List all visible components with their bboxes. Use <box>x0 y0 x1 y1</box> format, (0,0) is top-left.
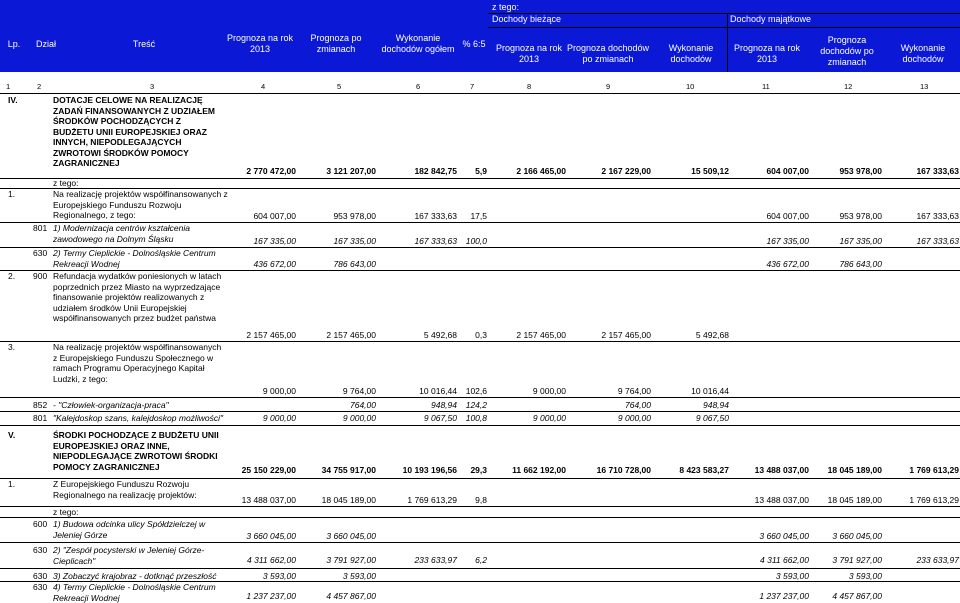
value-m-prognoza-po-zmianach: 953 978,00 <box>839 166 882 176</box>
row-lp: 1. <box>8 189 16 199</box>
value-b-wykonanie: 948,94 <box>703 400 729 410</box>
value-b-prognoza-po-zmianach: 9 764,00 <box>617 386 651 396</box>
value-wykonanie: 10 193 196,56 <box>402 465 457 475</box>
value-m-prognoza-po-zmianach: 953 978,00 <box>839 211 882 221</box>
value-m-prognoza-2013: 3 660 045,00 <box>759 531 809 541</box>
row-title: Z Europejskiego Funduszu Rozwoju Regionalnego na realizację projektów: <box>53 479 197 500</box>
section-title: DOTACJE CELOWE NA REALIZACJĘ ZADAŃ FINANSOWANYCH Z UDZIAŁEM ŚRODKÓW POCHODZĄCYCH Z BUDŻETU UNII EUROPEJSKIEJ ORAZ INNYCH, NIEPODLEGAJĄCYCH ZWROTOWI ŚRODKÓW POMOCY ZAGRANICZNEJ <box>53 95 215 168</box>
value-m-wykonanie: 167 333,63 <box>916 236 959 246</box>
row-title: - "Człowiek-organizacja-praca" <box>53 400 169 410</box>
value-prognoza-po-zmianach: 9 764,00 <box>342 386 376 396</box>
row-title: 2) "Zespół pocysterski w Jeleniej Górze-Cieplicach" <box>53 545 205 566</box>
value-wykonanie: 233 633,97 <box>414 555 457 565</box>
row-title: Refundacja wydatków poniesionych w latach poprzednich przez Miasto na wyprzedzające finansowanie projektów realizowanych z udziałem środków Unii Europejskiej współfinansowanych przez budżet państwa <box>53 271 222 323</box>
column-number: 3 <box>150 82 155 91</box>
table-rule <box>0 178 960 179</box>
value-b-wykonanie: 5 492,68 <box>695 330 729 340</box>
column-number: 9 <box>606 82 611 91</box>
value-wykonanie: 948,94 <box>431 400 457 410</box>
header-column-divider <box>727 14 728 72</box>
column-number: 1 <box>6 82 11 91</box>
column-number: 8 <box>527 82 532 91</box>
value-prognoza-po-zmianach: 167 335,00 <box>333 236 376 246</box>
column-number: 7 <box>470 82 475 91</box>
column-number: 4 <box>261 82 266 91</box>
value-percent: 124,2 <box>465 400 487 410</box>
value-m-prognoza-po-zmianach: 167 335,00 <box>839 236 882 246</box>
value-prognoza-2013: 9 000,00 <box>262 413 296 423</box>
table-rule <box>0 506 960 507</box>
value-b-prognoza-2013: 11 662 192,00 <box>512 465 566 475</box>
z-tego-label: z tego: <box>53 507 79 517</box>
value-m-prognoza-po-zmianach: 786 643,00 <box>839 259 882 269</box>
value-m-wykonanie: 167 333,63 <box>916 211 959 221</box>
value-b-wykonanie: 10 016,44 <box>691 386 729 396</box>
col-b-prognoza-po-zmianach: Prognoza dochodów po zmianach <box>566 43 650 64</box>
value-m-prognoza-2013: 3 593,00 <box>775 571 809 581</box>
value-prognoza-2013: 2 770 472,00 <box>246 166 296 176</box>
col-dzial: Dział <box>35 38 56 49</box>
row-title: Na realizację projektów współfinansowanych z Europejskiego Funduszu Rozwoju Regionalnego, z tego: <box>53 189 228 220</box>
value-m-wykonanie: 1 769 613,29 <box>909 465 959 475</box>
row-dzial: 630 <box>33 571 48 581</box>
table-rule <box>0 542 960 543</box>
value-prognoza-po-zmianach: 3 121 207,00 <box>326 166 376 176</box>
value-b-prognoza-2013: 2 166 465,00 <box>516 166 566 176</box>
col-b-wykonanie: Wykonanie dochodów <box>668 43 714 64</box>
col-wykonanie-ogolem: Wykonanie dochodów ogółem <box>381 33 455 54</box>
row-dzial: 801 <box>33 223 48 233</box>
row-lp: 3. <box>8 342 16 352</box>
header-divider <box>488 13 960 14</box>
col-m-prognoza-po-zmianach: Prognoza dochodów po zmianach <box>820 34 874 67</box>
col-m-prognoza-2013: Prognoza na rok 2013 <box>733 43 801 64</box>
value-m-wykonanie: 1 769 613,29 <box>909 495 959 505</box>
row-dzial: 630 <box>33 582 48 592</box>
col-lp: Lp. <box>7 38 21 49</box>
value-m-prognoza-2013: 13 488 037,00 <box>754 465 809 475</box>
column-number: 6 <box>416 82 421 91</box>
value-percent: 5,9 <box>475 166 487 176</box>
value-m-prognoza-2013: 167 335,00 <box>766 236 809 246</box>
table-rule <box>0 397 960 398</box>
table-rule <box>0 411 960 412</box>
value-wykonanie: 167 333,63 <box>414 211 457 221</box>
value-b-prognoza-po-zmianach: 2 157 465,00 <box>601 330 651 340</box>
col-tresc: Treść <box>132 38 156 49</box>
value-prognoza-po-zmianach: 9 000,00 <box>342 413 376 423</box>
value-wykonanie: 182 842,75 <box>414 166 457 176</box>
value-prognoza-po-zmianach: 34 755 917,00 <box>321 465 376 475</box>
value-b-prognoza-po-zmianach: 9 000,00 <box>617 413 651 423</box>
column-number: 2 <box>37 82 42 91</box>
col-prognoza-po-zmianach: Prognoza po zmianach <box>310 33 362 54</box>
value-prognoza-2013: 2 157 465,00 <box>246 330 296 340</box>
value-m-prognoza-po-zmianach: 4 457 867,00 <box>832 591 882 601</box>
value-b-prognoza-po-zmianach: 16 710 728,00 <box>596 465 651 475</box>
value-wykonanie: 167 333,63 <box>414 236 457 246</box>
value-prognoza-po-zmianach: 3 660 045,00 <box>326 531 376 541</box>
value-prognoza-po-zmianach: 4 457 867,00 <box>326 591 376 601</box>
value-prognoza-2013: 13 488 037,00 <box>241 495 296 505</box>
value-prognoza-po-zmianach: 786 643,00 <box>333 259 376 269</box>
value-percent: 0,3 <box>475 330 487 340</box>
value-prognoza-2013: 4 311 662,00 <box>247 555 296 565</box>
column-numbers-row <box>0 82 960 93</box>
value-prognoza-2013: 167 335,00 <box>253 236 296 246</box>
row-title: 4) Termy Cieplickie - Dolnośląskie Centrum Rekreacji Wodnej <box>53 582 216 603</box>
value-m-prognoza-po-zmianach: 18 045 189,00 <box>827 495 882 505</box>
value-b-prognoza-po-zmianach: 764,00 <box>625 400 651 410</box>
value-b-prognoza-2013: 9 000,00 <box>532 413 566 423</box>
value-wykonanie: 1 769 613,29 <box>407 495 457 505</box>
col-prognoza-2013: Prognoza na rok 2013 <box>226 33 294 54</box>
value-m-prognoza-2013: 1 237 237,00 <box>759 591 809 601</box>
value-wykonanie: 10 016,44 <box>419 386 457 396</box>
value-prognoza-po-zmianach: 3 791 927,00 <box>326 555 376 565</box>
row-title: 1) Modernizacja centrów kształcenia zawodowego na Dolnym Śląsku <box>53 223 191 244</box>
value-prognoza-po-zmianach: 2 157 465,00 <box>326 330 376 340</box>
value-prognoza-po-zmianach: 18 045 189,00 <box>321 495 376 505</box>
row-title: 2) Termy Cieplickie - Dolnośląskie Centrum Rekreacji Wodnej <box>53 248 216 269</box>
value-percent: 9,8 <box>475 495 487 505</box>
row-title: "Kalejdoskop szans, kalejdoskop możliwości" <box>53 413 223 423</box>
column-number: 11 <box>762 82 770 91</box>
value-prognoza-2013: 3 660 045,00 <box>246 531 296 541</box>
value-b-wykonanie: 9 067,50 <box>695 413 729 423</box>
table-header <box>0 0 960 72</box>
value-m-prognoza-2013: 436 672,00 <box>766 259 809 269</box>
value-m-prognoza-po-zmianach: 18 045 189,00 <box>827 465 882 475</box>
row-dzial: 630 <box>33 248 48 258</box>
value-prognoza-2013: 1 237 237,00 <box>246 591 296 601</box>
value-b-wykonanie: 15 509,12 <box>691 166 729 176</box>
section-title: ŚRODKI POCHODZĄCE Z BUDŻETU UNII EUROPEJSKIEJ ORAZ INNE, NIEPODLEGAJĄCE ZWROTOWI ŚRODKI POMOCY ZAGRANICZNEJ <box>53 430 219 472</box>
table-rule <box>0 93 960 94</box>
value-percent: 100,8 <box>465 413 487 423</box>
col-percent: % 6:5 <box>462 38 486 49</box>
row-title: 1) Budowa odcinka ulicy Spółdzielczej w Jeleniej Górze <box>53 519 206 540</box>
row-dzial: 801 <box>33 413 48 423</box>
row-lp: V. <box>8 430 16 440</box>
value-b-prognoza-2013: 2 157 465,00 <box>516 330 566 340</box>
row-dzial: 900 <box>33 271 48 281</box>
row-title: 3) Zobaczyć krajobraz - dotknąć przeszłość <box>53 571 217 581</box>
value-prognoza-2013: 436 672,00 <box>253 259 296 269</box>
value-percent: 102,6 <box>465 386 487 396</box>
value-prognoza-po-zmianach: 953 978,00 <box>333 211 376 221</box>
value-prognoza-po-zmianach: 3 593,00 <box>342 571 376 581</box>
value-m-prognoza-po-zmianach: 3 791 927,00 <box>832 555 882 565</box>
value-m-wykonanie: 233 633,97 <box>916 555 959 565</box>
table-rule <box>0 517 960 518</box>
value-prognoza-po-zmianach: 764,00 <box>350 400 376 410</box>
value-prognoza-2013: 604 007,00 <box>253 211 296 221</box>
value-b-prognoza-2013: 9 000,00 <box>532 386 566 396</box>
row-lp: IV. <box>8 95 18 105</box>
col-b-prognoza-2013: Prognoza na rok 2013 <box>495 43 563 64</box>
value-b-wykonanie: 8 423 583,27 <box>679 465 729 475</box>
value-b-prognoza-po-zmianach: 2 167 229,00 <box>601 166 651 176</box>
row-title: Na realizację projektów współfinansowanych z Europejskiego Funduszu Społecznego w ramach Programu Operacyjnego Kapitał Ludzki, z tego: <box>53 342 222 384</box>
table-rule <box>0 425 960 426</box>
value-prognoza-2013: 9 000,00 <box>262 386 296 396</box>
header-divider <box>488 27 960 28</box>
column-number: 12 <box>844 82 853 91</box>
value-percent: 100,0 <box>465 236 487 246</box>
col-m-wykonanie: Wykonanie dochodów <box>900 43 946 64</box>
row-dzial: 600 <box>33 519 48 529</box>
column-number: 5 <box>337 82 342 91</box>
column-number: 10 <box>686 82 695 91</box>
header-dochody-biezace: Dochody bieżące <box>492 14 562 24</box>
value-prognoza-2013: 3 593,00 <box>262 571 296 581</box>
z-tego-label: z tego: <box>53 178 79 188</box>
header-dochody-majatkowe: Dochody majątkowe <box>730 14 812 24</box>
row-dzial: 852 <box>33 400 48 410</box>
value-percent: 6,2 <box>475 555 487 565</box>
value-percent: 29,3 <box>470 465 487 475</box>
table-rule <box>0 568 960 569</box>
value-percent: 17,5 <box>470 211 487 221</box>
value-m-prognoza-2013: 604 007,00 <box>766 211 809 221</box>
value-prognoza-2013: 25 150 229,00 <box>241 465 296 475</box>
value-m-prognoza-po-zmianach: 3 593,00 <box>848 571 882 581</box>
value-m-wykonanie: 167 333,63 <box>916 166 959 176</box>
row-lp: 1. <box>8 479 16 489</box>
row-dzial: 630 <box>33 545 48 555</box>
value-m-prognoza-2013: 604 007,00 <box>766 166 809 176</box>
row-lp: 2. <box>8 271 16 281</box>
header-z-tego: z tego: <box>492 2 520 12</box>
value-wykonanie: 9 067,50 <box>423 413 457 423</box>
value-m-prognoza-2013: 4 311 662,00 <box>760 555 809 565</box>
value-m-prognoza-2013: 13 488 037,00 <box>754 495 809 505</box>
value-wykonanie: 5 492,68 <box>423 330 457 340</box>
column-number: 13 <box>920 82 929 91</box>
value-m-prognoza-po-zmianach: 3 660 045,00 <box>832 531 882 541</box>
